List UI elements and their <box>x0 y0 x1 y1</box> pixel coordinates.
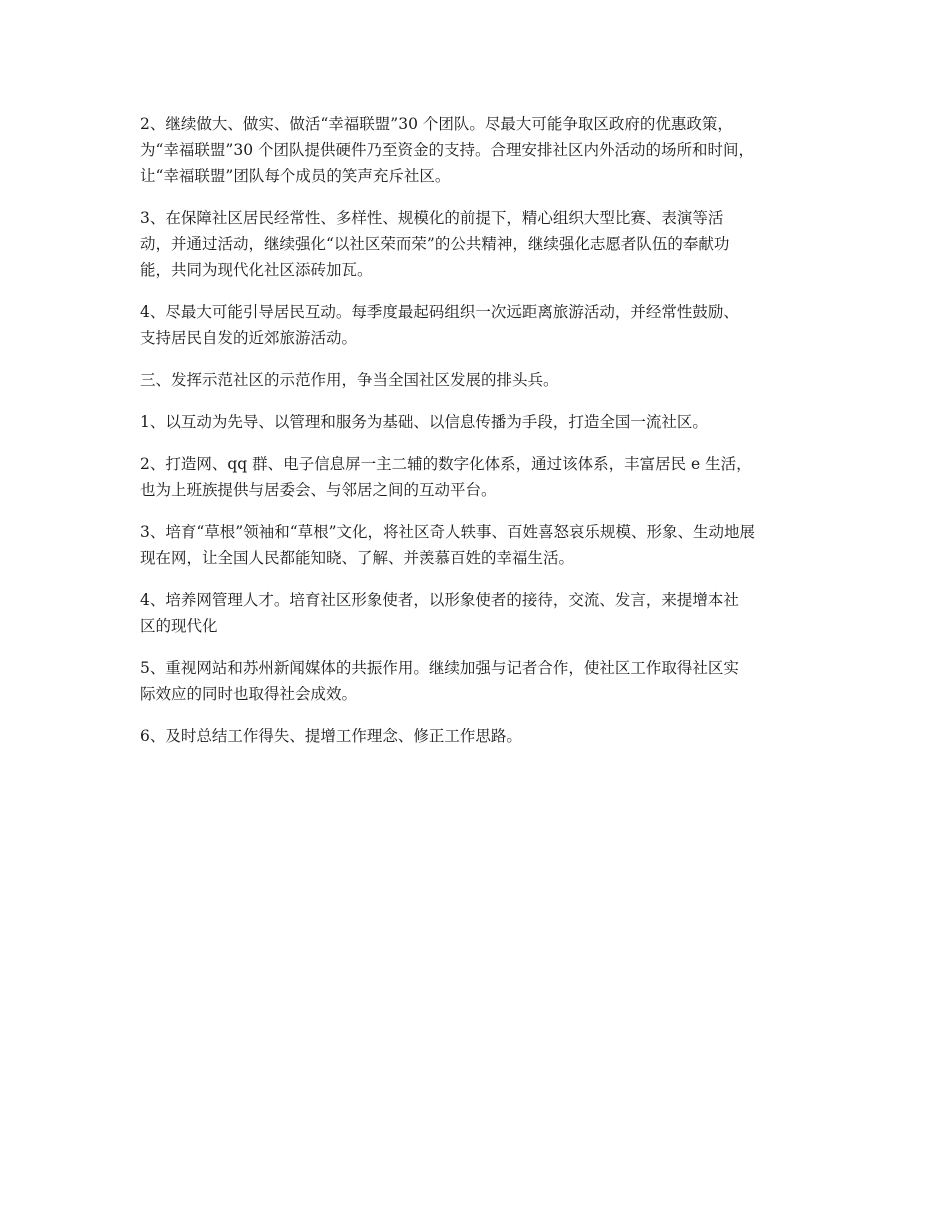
text-line: 三、发挥示范社区的示范作用，争当全国社区发展的排头兵。 <box>140 371 559 389</box>
text-line: 际效应的同时也取得社会成效。 <box>140 685 358 703</box>
text-line: 3、在保障社区居民经常性、多样性、规模化的前提下，精心组织大型比赛、表演等活 <box>140 209 724 227</box>
paragraph-4-resident-interaction <box>140 299 820 351</box>
paragraph-1-interaction-lead <box>140 409 820 435</box>
paragraph-5-media-resonance <box>140 655 820 707</box>
text-line: 2、继续做大、做实、做活“幸福联盟”30 个团队。尽最大可能争取区政府的优惠政策， <box>140 115 733 133</box>
text-line: 也为上班族提供与居委会、与邻居之间的互动平台。 <box>140 481 497 499</box>
paragraph-3-grassroots-culture <box>140 519 820 571</box>
section-heading-three <box>140 367 820 393</box>
text-line: 4、培养网管理人才。培育社区形象使者，以形象使者的接待，交流、发言，来提增本社 <box>140 591 739 609</box>
text-line: 1、以互动为先导、以管理和服务为基础、以信息传播为手段，打造全国一流社区。 <box>140 413 708 431</box>
paragraph-2-digital-system <box>140 451 820 503</box>
text-line: 能，共同为现代化社区添砖加瓦。 <box>140 261 373 279</box>
text-line: 区的现代化 <box>140 617 218 635</box>
text-line: 5、重视网站和苏州新闻媒体的共振作用。继续加强与记者合作，使社区工作取得社区实 <box>140 659 739 677</box>
paragraph-3-activities <box>140 205 820 283</box>
text-line: 3、培育“草根”领袖和“草根”文化，将社区奇人轶事、百姓喜怒哀乐规模、形象、生动地展 <box>140 523 756 541</box>
text-line: 现在网，让全国人民都能知晓、了解、并羡慕百姓的幸福生活。 <box>140 549 575 567</box>
paragraph-6-summary <box>140 723 820 749</box>
paragraph-2-happiness-alliance <box>140 111 820 189</box>
text-line: 为“幸福联盟”30 个团队提供硬件乃至资金的支持。合理安排社区内外活动的场所和时间， <box>140 141 755 159</box>
text-line: 动，并通过活动，继续强化“以社区荣而荣”的公共精神，继续强化志愿者队伍的奉献功 <box>140 235 730 253</box>
document-body <box>140 111 820 765</box>
text-line: 2、打造网、qq 群、电子信息屏一主二辅的数字化体系，通过该体系，丰富居民 e 生活， <box>140 455 752 473</box>
text-line: 6、及时总结工作得失、提增工作理念、修正工作思路。 <box>140 727 522 745</box>
text-line: 4、尽最大可能引导居民互动。每季度最起码组织一次远距离旅游活动，并经常性鼓励、 <box>140 303 739 321</box>
text-line: 让“幸福联盟”团队每个成员的笑声充斥社区。 <box>140 167 451 185</box>
paragraph-4-network-talent <box>140 587 820 639</box>
text-line: 支持居民自发的近郊旅游活动。 <box>140 329 358 347</box>
